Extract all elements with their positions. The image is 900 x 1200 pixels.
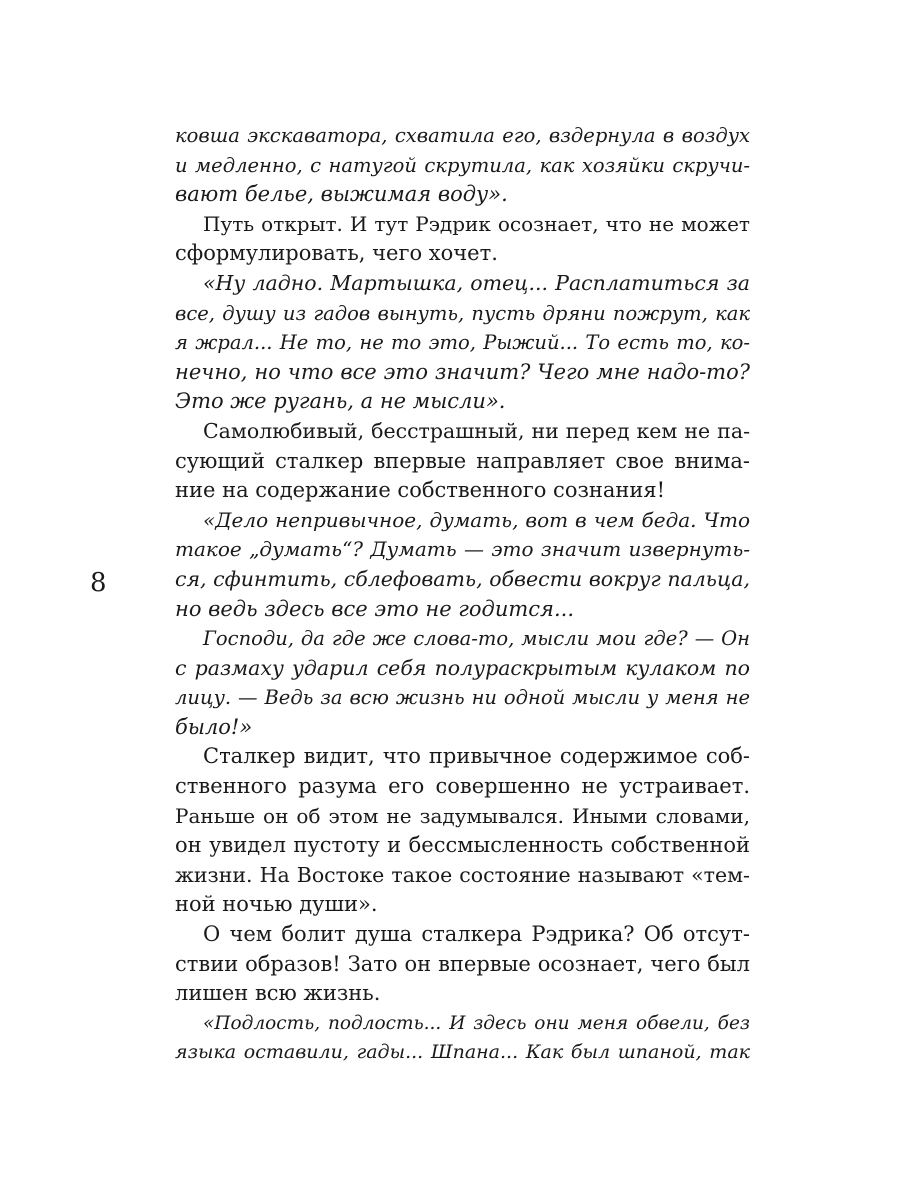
text-line: языка оставили, гады... Шпана... Как был шпаной, так: [175, 1041, 750, 1064]
text-line: сующий сталкер впервые направляет свое внима-: [175, 448, 750, 473]
body-text: [175, 121, 750, 1068]
text-line: лицу. — Ведь за всю жизнь ни одной мысли у меня не: [175, 686, 750, 710]
text-line: я жрал... Не то, не то это, Рыжий... То есть то, ко-: [175, 331, 750, 355]
text-line: ся, сфинтить, сблефовать, обвести вокруг пальца,: [175, 566, 750, 591]
text-line: ственного разума его совершенно не устраивает.: [175, 774, 750, 799]
text-line: Путь открыт. И тут Рэдрик осознает, что не может: [203, 211, 750, 236]
text-line: все, душу из гадов вынуть, пусть дряни пожрут, как: [175, 301, 750, 325]
text-line: Сталкер видит, что привычное содержимое соб-: [203, 744, 750, 769]
text-line: ствии образов! Зато он впервые осознает, чего был: [175, 951, 750, 976]
text-line: жизни. На Востоке такое состояние называют «тем-: [175, 862, 750, 887]
text-line: О чем болит душа сталкера Рэдрика? Об отсут-: [203, 922, 750, 947]
text-line: ние на содержание собственного сознания!: [175, 478, 666, 503]
page-number: 8: [90, 568, 107, 598]
text-line: вают белье, выжимая воду».: [175, 182, 508, 207]
text-line: такое „думать“? Думать — это значит извернуть-: [175, 537, 750, 562]
text-line: Господи, да где же слова-то, мысли мои где? — Он: [203, 627, 750, 651]
text-line: и медленно, с натугой скрутила, как хозяйки скручи-: [175, 153, 750, 177]
text-line: сформулировать, чего хочет.: [175, 241, 498, 266]
text-line: ковша экскаватора, схватила его, вздернула в воздух: [175, 124, 750, 147]
text-line: Самолюбивый, бесстрашный, ни перед кем не па-: [203, 418, 750, 443]
text-line: но ведь здесь все это не годится...: [175, 596, 574, 621]
text-line: с размаху ударил себя полураскрытым кулаком по: [175, 655, 750, 680]
text-line: лишен всю жизнь.: [175, 981, 381, 1006]
text-line: было!»: [175, 714, 253, 739]
text-line: Раньше он об этом не задумывался. Иными словами,: [175, 803, 750, 828]
text-line: он увидел пустоту и бессмысленность собственной: [175, 833, 750, 858]
text-line: «Дело непривычное, думать, вот в чем беда. Что: [203, 507, 750, 532]
text-line: ной ночью души».: [175, 892, 378, 917]
text-line: «Подлость, подлость... И здесь они меня обвели, без: [203, 1012, 750, 1034]
text-line: «Ну ладно. Мартышка, отец... Расплатиться за: [203, 270, 750, 295]
text-line: нечно, но что все это значит? Чего мне надо-то?: [175, 359, 750, 384]
text-line: Это же ругань, а не мысли».: [175, 389, 506, 414]
